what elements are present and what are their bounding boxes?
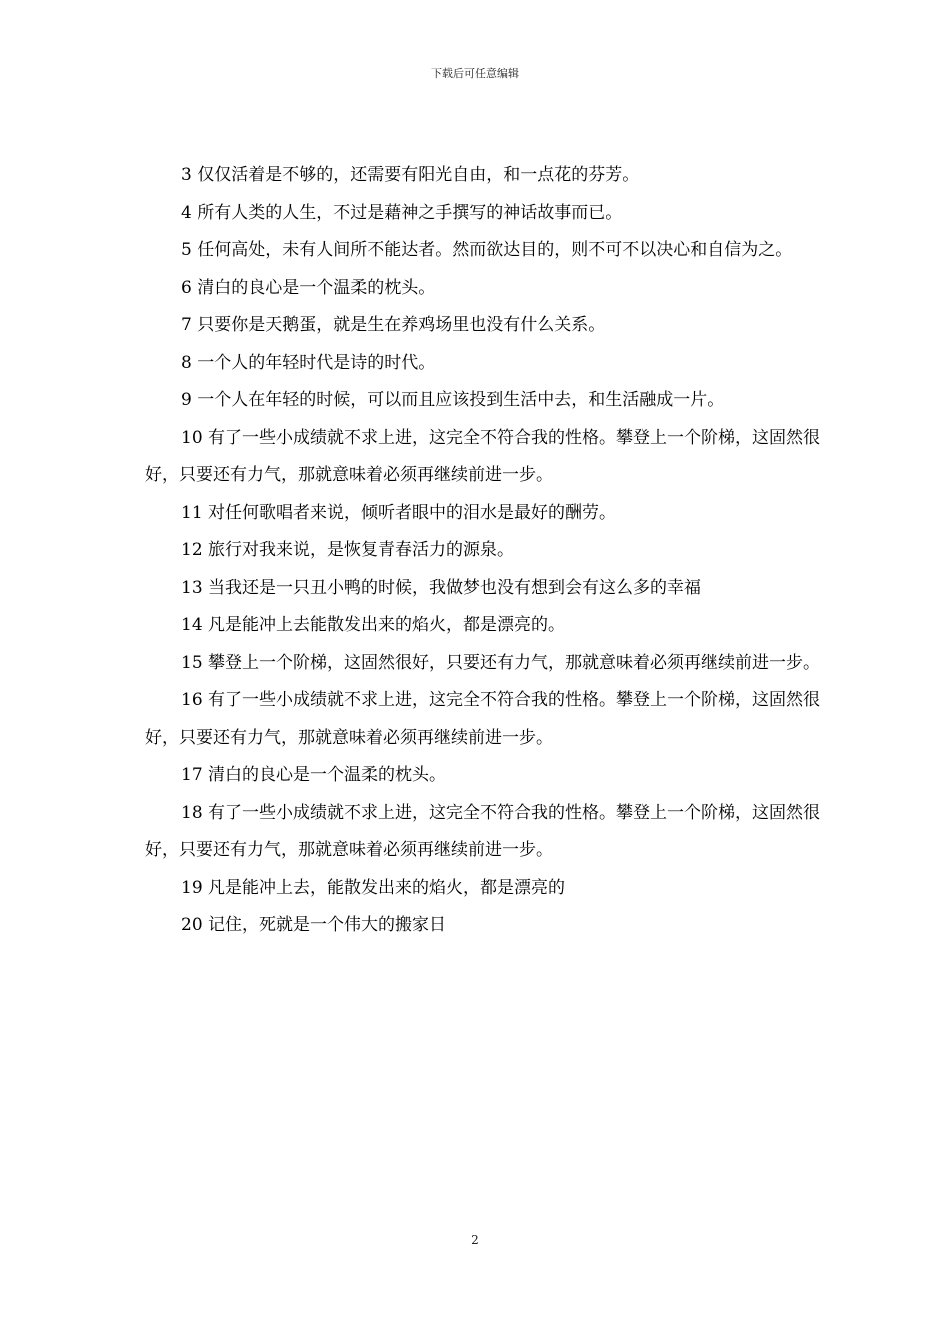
page-header: 下载后可任意编辑 [431,67,519,80]
paragraph: 17 清白的良心是一个温柔的枕头。 [181,765,447,785]
paragraph: 10 有了一些小成绩就不求上进，这完全不符合我的性格。攀登上一个阶梯，这固然很好，只要还有力气，那就意味着必须再继续前进一步。 [145,427,821,485]
paragraph: 11 对任何歌唱者来说，倾听者眼中的泪水是最好的酬劳。 [181,502,617,523]
paragraph: 8 一个人的年轻时代是诗的时代。 [181,352,436,373]
paragraph: 15 攀登上一个阶梯，这固然很好，只要还有力气，那就意味着必须再继续前进一步。 [181,652,821,673]
paragraph: 20 记住，死就是一个伟大的搬家日 [181,915,447,935]
paragraph: 5 任何高处，未有人间所不能达者。然而欲达目的，则不可不以决心和自信为之。 [181,240,793,260]
paragraph: 16 有了一些小成绩就不求上进，这完全不符合我的性格。攀登上一个阶梯，这固然很好，只要还有力气，那就意味着必须再继续前进一步。 [145,690,821,748]
paragraph: 7 只要你是天鹅蛋，就是生在养鸡场里也没有什么关系。 [181,315,606,335]
paragraph: 19 凡是能冲上去，能散发出来的焰火，都是漂亮的 [181,877,566,898]
paragraph: 12 旅行对我来说，是恢复青春活力的源泉。 [181,540,515,560]
paragraph: 13 当我还是一只丑小鸭的时候，我做梦也没有想到会有这么多的幸福 [181,577,702,598]
paragraph: 9 一个人在年轻的时候，可以而且应该投到生活中去，和生活融成一片。 [181,390,725,410]
paragraph: 14 凡是能冲上去能散发出来的焰火，都是漂亮的。 [181,615,566,635]
paragraph: 18 有了一些小成绩就不求上进，这完全不符合我的性格。攀登上一个阶梯，这固然很好，只要还有力气，那就意味着必须再继续前进一步。 [145,802,821,860]
paragraph: 3 仅仅活着是不够的，还需要有阳光自由，和一点花的芬芳。 [181,165,640,185]
page-number: 2 [471,1233,479,1247]
document-body [145,157,825,945]
paragraph: 4 所有人类的人生，不过是藉神之手撰写的神话故事而已。 [181,202,623,223]
paragraph: 6 清白的良心是一个温柔的枕头。 [181,277,436,298]
